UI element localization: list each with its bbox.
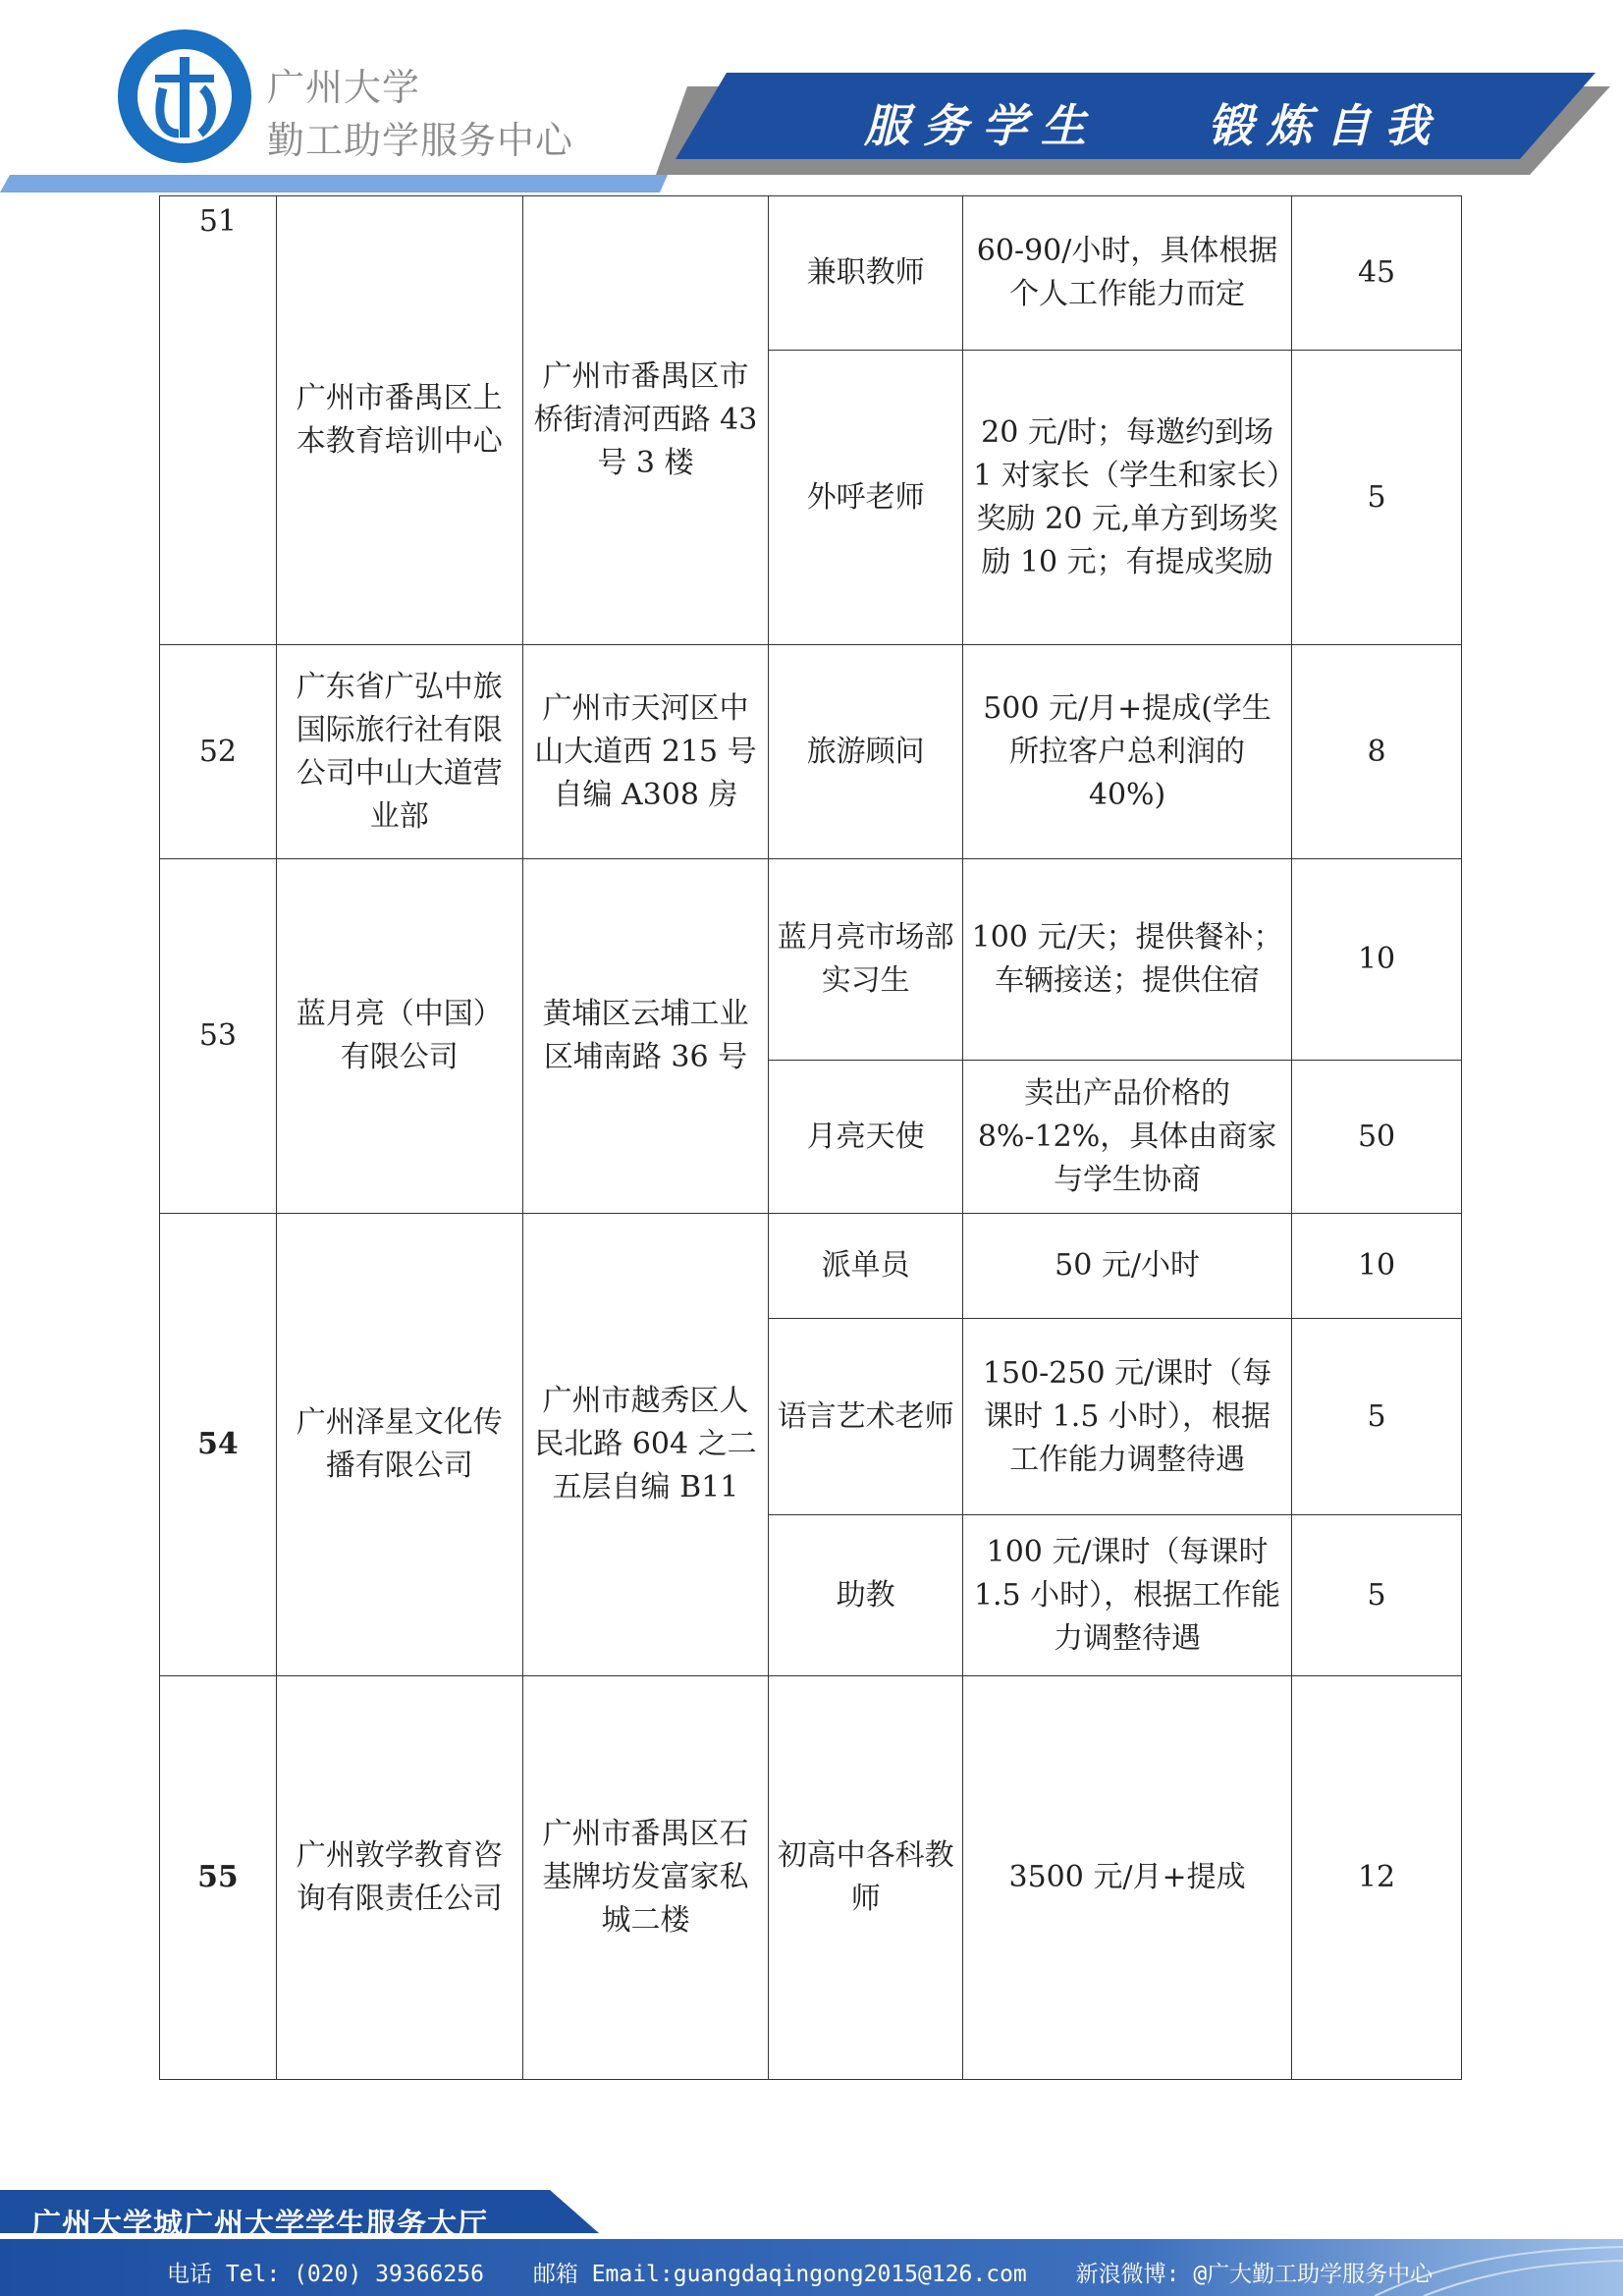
headcount: 50	[1292, 1061, 1462, 1214]
table-row	[160, 1676, 1462, 2080]
headcount: 10	[1292, 859, 1462, 1061]
headcount: 12	[1292, 1676, 1462, 2080]
company-address: 黄埔区云埔工业区埔南路 36 号	[522, 859, 769, 1214]
salary-info: 100 元/课时（每课时 1.5 小时），根据工作能力调整待遇	[963, 1515, 1292, 1676]
company-name: 蓝月亮（中国）有限公司	[276, 859, 522, 1214]
company-address: 广州市越秀区人民北路 604 之二五层自编 B11	[522, 1214, 769, 1676]
university-logo	[116, 27, 253, 165]
company-address: 广州市天河区中山大道西 215 号自编 A308 房	[522, 645, 769, 859]
footer-phone: 电话 Tel: (020) 39366256	[167, 2262, 484, 2287]
salary-info: 3500 元/月+提成	[963, 1676, 1292, 2080]
row-number: 55	[160, 1676, 277, 2080]
headcount: 10	[1292, 1214, 1462, 1319]
salary-info: 150-250 元/课时（每课时 1.5 小时），根据工作能力调整待遇	[963, 1319, 1292, 1515]
company-address: 广州市番禺区市桥街清河西路 43 号 3 楼	[522, 196, 769, 645]
position-title: 旅游顾问	[769, 645, 963, 859]
footer-title: 广州大学城广州大学学生服务大厅	[31, 2208, 488, 2242]
footer-weibo: 新浪微博: @广大勤工助学服务中心	[1075, 2262, 1434, 2287]
company-name: 广东省广弘中旅国际旅行社有限公司中山大道营业部	[276, 645, 522, 859]
slogan-left: 服务学生	[864, 99, 1100, 152]
company-name: 广州市番禺区上本教育培训中心	[276, 196, 522, 645]
company-name: 广州泽星文化传播有限公司	[276, 1214, 522, 1676]
salary-info: 100 元/天；提供餐补；车辆接送；提供住宿	[963, 859, 1292, 1061]
page-header	[0, 0, 1623, 196]
headcount: 8	[1292, 645, 1462, 859]
company-address: 广州市番禺区石基牌坊发富家私城二楼	[522, 1676, 769, 2080]
position-title: 外呼老师	[769, 351, 963, 645]
headcount: 45	[1292, 196, 1462, 351]
salary-info: 50 元/小时	[963, 1214, 1292, 1319]
table-row	[160, 859, 1462, 1061]
job-listing-table	[159, 195, 1462, 2080]
position-title: 初高中各科教师	[769, 1676, 963, 2080]
headcount: 5	[1292, 1515, 1462, 1676]
footer-contact	[167, 2256, 1468, 2288]
table-row	[160, 196, 1462, 351]
row-number: 52	[160, 645, 277, 859]
position-title: 派单员	[769, 1214, 963, 1319]
org-name-line2: 勤工助学服务中心	[267, 119, 574, 162]
salary-info: 500 元/月+提成(学生所拉客户总利润的 40%)	[963, 645, 1292, 859]
position-title: 助教	[769, 1515, 963, 1676]
position-title: 月亮天使	[769, 1061, 963, 1214]
position-title: 语言艺术老师	[769, 1319, 963, 1515]
org-name-line1: 广州大学	[267, 66, 421, 109]
position-title: 兼职教师	[769, 196, 963, 351]
company-name: 广州敦学教育咨询有限责任公司	[276, 1676, 522, 2080]
header-banner	[676, 73, 1596, 159]
salary-info: 卖出产品价格的 8%-12%，具体由商家与学生协商	[963, 1061, 1292, 1214]
logo-emblem-icon	[116, 27, 253, 165]
row-number: 54	[160, 1214, 277, 1676]
footer-email[interactable]: 邮箱 Email:guangdaqingong2015@126.com	[532, 2262, 1027, 2287]
row-number: 51	[160, 196, 277, 645]
row-number: 53	[160, 859, 277, 1214]
slogan-right: 锻炼自我	[1208, 99, 1443, 152]
table-row	[160, 1214, 1462, 1319]
salary-info: 20 元/时；每邀约到场 1 对家长（学生和家长）奖励 20 元,单方到场奖励 10 元；有提成奖励	[963, 351, 1292, 645]
headcount: 5	[1292, 351, 1462, 645]
header-light-strip	[0, 175, 668, 192]
headcount: 5	[1292, 1319, 1462, 1515]
salary-info: 60-90/小时，具体根据个人工作能力而定	[963, 196, 1292, 351]
position-title: 蓝月亮市场部实习生	[769, 859, 963, 1061]
table-row	[160, 645, 1462, 859]
